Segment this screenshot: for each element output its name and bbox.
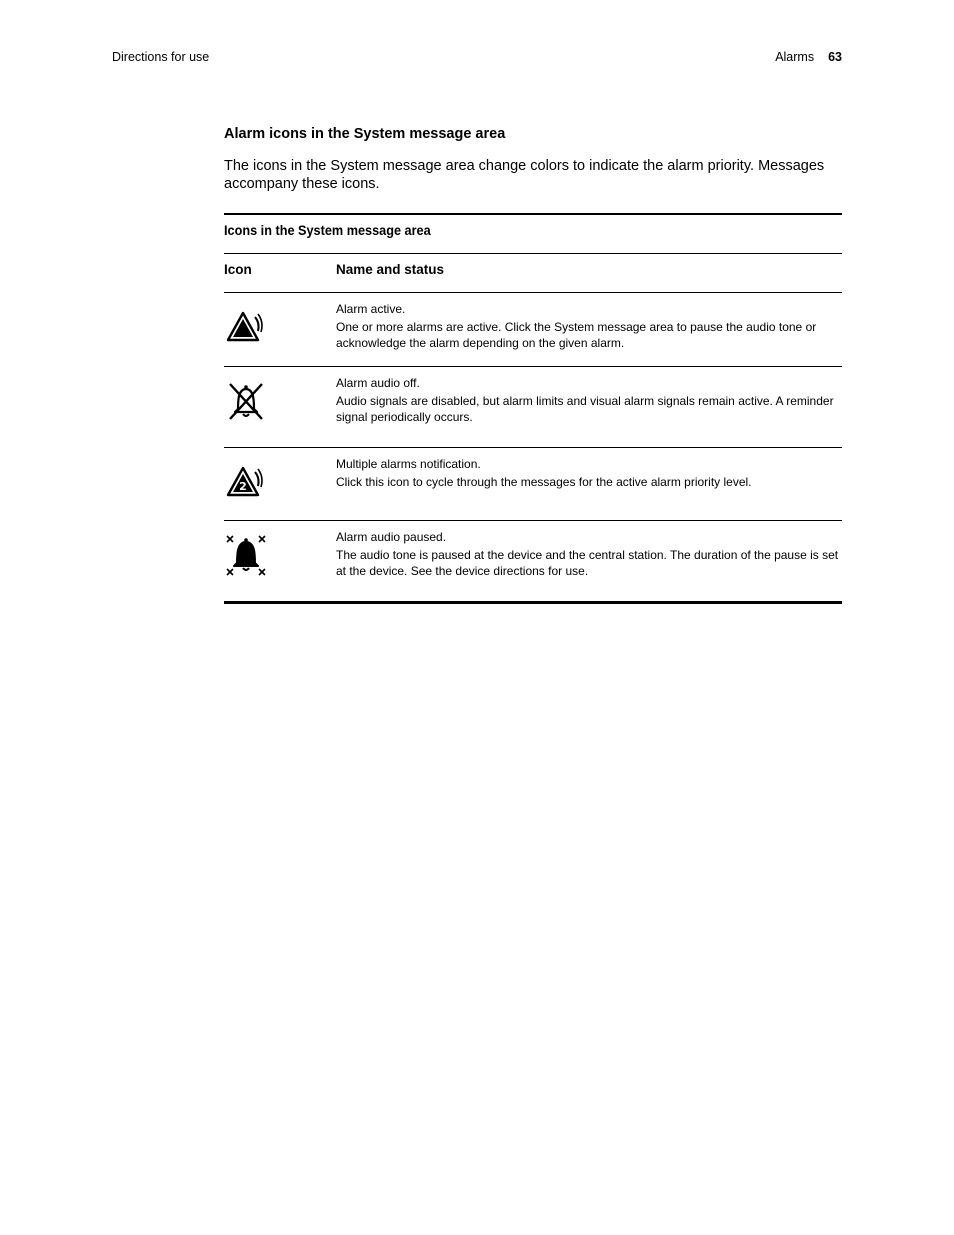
description-cell — [336, 448, 842, 520]
column-header-name-status: Name and status — [336, 262, 445, 277]
table-caption: Icons in the System message area — [224, 223, 431, 238]
description-cell — [336, 521, 842, 601]
alarm-audio-paused-icon — [224, 533, 268, 577]
icon-cell — [224, 521, 336, 601]
icon-name: Alarm active. — [336, 302, 406, 316]
table-row — [224, 521, 842, 601]
alarm-active-icon — [224, 305, 264, 345]
description-cell — [336, 367, 842, 447]
document-title: Directions for use — [112, 50, 210, 64]
icons-table — [224, 213, 842, 604]
header-right — [775, 50, 842, 64]
icon-name: Multiple alarms notification. — [336, 457, 481, 471]
icon-status: Audio signals are disabled, but alarm limits and visual alarm signals remain active. A reminder signal periodically occurs. — [336, 394, 834, 424]
page-number: 63 — [828, 50, 842, 64]
section-title: Alarm icons in the System message area — [224, 126, 506, 142]
icon-cell — [224, 293, 336, 366]
multiple-alarms-icon — [224, 460, 264, 500]
section-name: Alarms — [775, 50, 815, 64]
table-row — [224, 367, 842, 447]
description-cell — [336, 293, 842, 366]
table-row — [224, 293, 842, 366]
intro-paragraph: The icons in the System message area change colors to indicate the alarm priority. Messages accompany these icons. — [224, 158, 825, 192]
icon-status: Click this icon to cycle through the messages for the active alarm priority level. — [336, 475, 752, 489]
icon-name: Alarm audio off. — [336, 376, 420, 390]
table-row — [224, 448, 842, 520]
table-header-row — [224, 254, 842, 292]
alarm-audio-off-icon — [224, 379, 268, 423]
icon-status: One or more alarms are active. Click the System message area to pause the audio tone or acknowledge the alarm depending on the given alarm. — [336, 320, 817, 350]
multiple-alarms-count: 2 — [239, 480, 247, 493]
icon-name: Alarm audio paused. — [336, 530, 447, 544]
icon-cell — [224, 448, 336, 520]
icon-cell — [224, 367, 336, 447]
column-header-icon: Icon — [224, 262, 252, 277]
icon-status: The audio tone is paused at the device and the central station. The duration of the pause is set at the device. See the device directions for use. — [336, 548, 839, 578]
